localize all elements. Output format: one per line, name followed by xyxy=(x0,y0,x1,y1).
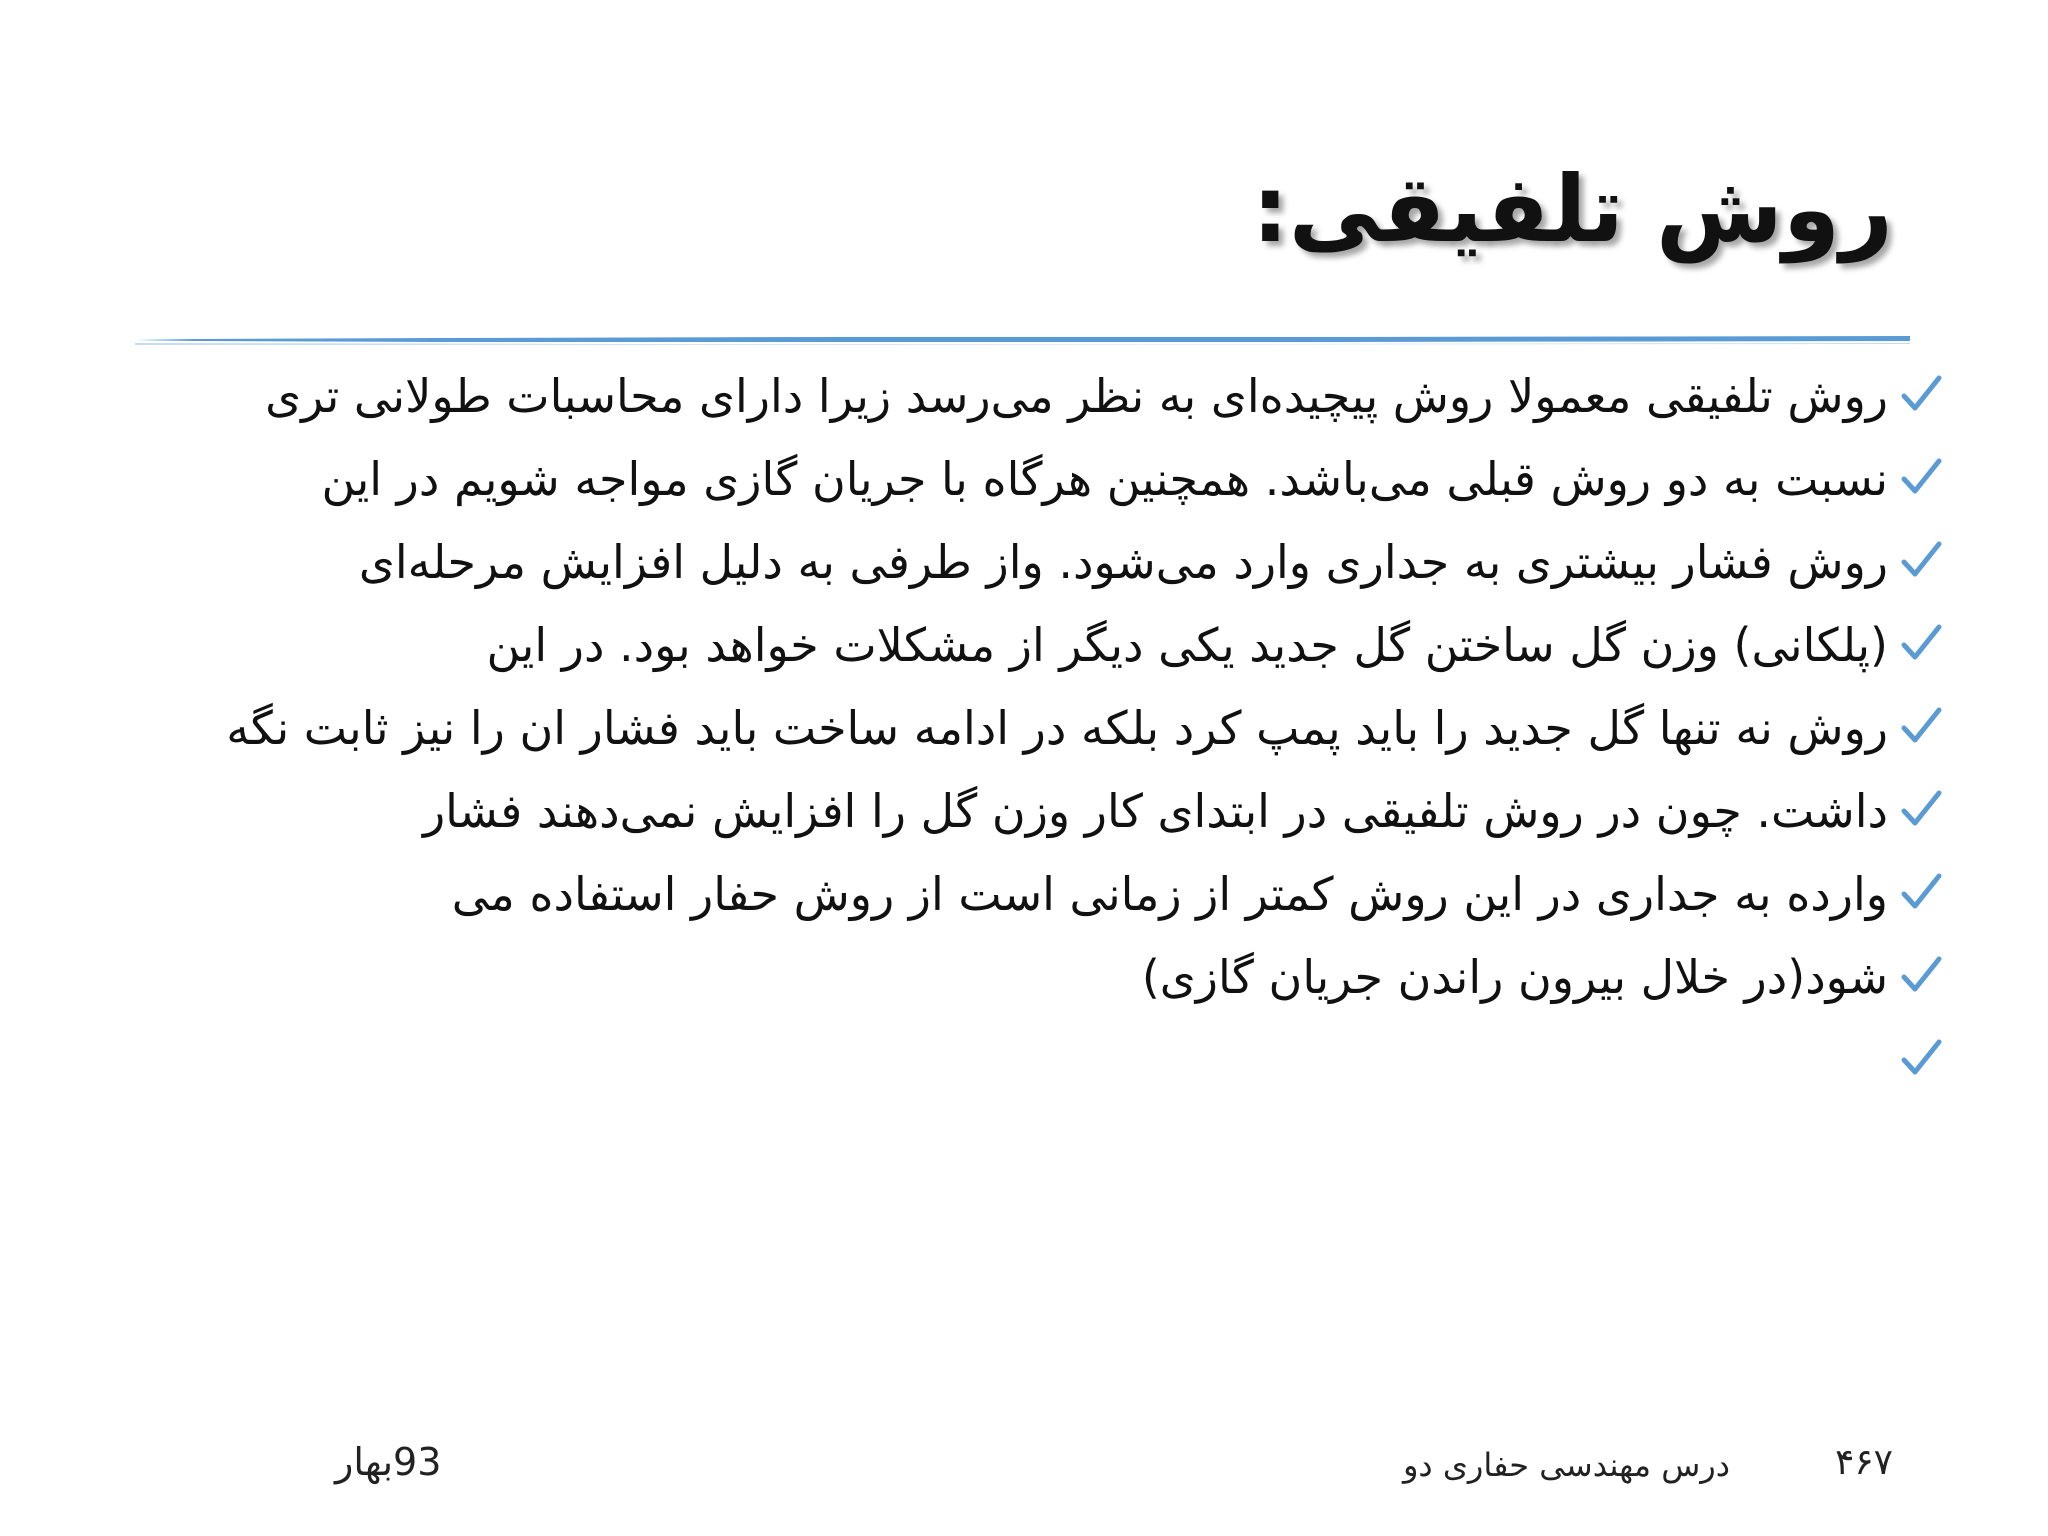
bullet-item xyxy=(203,866,1943,922)
check-icon xyxy=(1899,372,1943,416)
bullet-text: روش تلفیقی معمولا روش پیچیده‌ای به نظر می‌رسد زیرا دارای محاسبات طولانی تری xyxy=(265,369,1888,423)
title-divider xyxy=(135,333,1910,345)
bullet-item xyxy=(203,783,1943,839)
bullet-item xyxy=(203,949,1943,1005)
bullet-item xyxy=(203,534,1943,590)
bullet-text: روش نه تنها گل جدید را باید پمپ کرد بلکه در ادامه ساخت باید فشار ان را نیز ثابت نگه xyxy=(226,701,1888,755)
footer-date: 93بهار xyxy=(335,1440,442,1484)
bullet-text xyxy=(1873,1033,1888,1087)
bullet-text: (پلکانی) وزن گل ساختن گل جدید یکی دیگر از مشکلات خواهد بود. در این xyxy=(486,618,1888,672)
bullet-text: داشت. چون در روش تلفیقی در ابتدای کار وزن گل را افزایش نمی‌دهند فشار xyxy=(422,784,1888,838)
bullet-item xyxy=(203,617,1943,673)
check-icon xyxy=(1899,953,1943,997)
check-icon xyxy=(1899,455,1943,499)
check-icon xyxy=(1899,538,1943,582)
bullet-list xyxy=(203,368,1943,1115)
check-icon xyxy=(1899,704,1943,748)
slide-number: ۴۶۷ xyxy=(1834,1442,1893,1483)
bullet-text: نسبت به دو روش قبلی می‌باشد. همچنین هرگاه با جریان گازی مواجه شویم در این xyxy=(321,452,1888,506)
check-icon xyxy=(1899,621,1943,665)
bullet-text: وارده به جداری در این روش کمتر از زمانی است از روش حفار استفاده می xyxy=(451,867,1888,921)
bullet-item xyxy=(203,700,1943,756)
bullet-item xyxy=(203,1032,1943,1088)
bullet-text: روش فشار بیشتری به جداری وارد می‌شود. واز طرفی به دلیل افزایش مرحله‌ای xyxy=(358,535,1888,589)
check-icon xyxy=(1899,870,1943,914)
footer-course-title: درس مهندسی حفاری دو xyxy=(1402,1446,1730,1484)
bullet-item xyxy=(203,451,1943,507)
bullet-text: شود(در خلال بیرون راندن جریان گازی) xyxy=(1141,950,1888,1004)
check-icon xyxy=(1899,1036,1943,1080)
bullet-item xyxy=(203,368,1943,424)
check-icon xyxy=(1899,787,1943,831)
slide-title: روش تلفیقی: xyxy=(1251,156,1893,263)
